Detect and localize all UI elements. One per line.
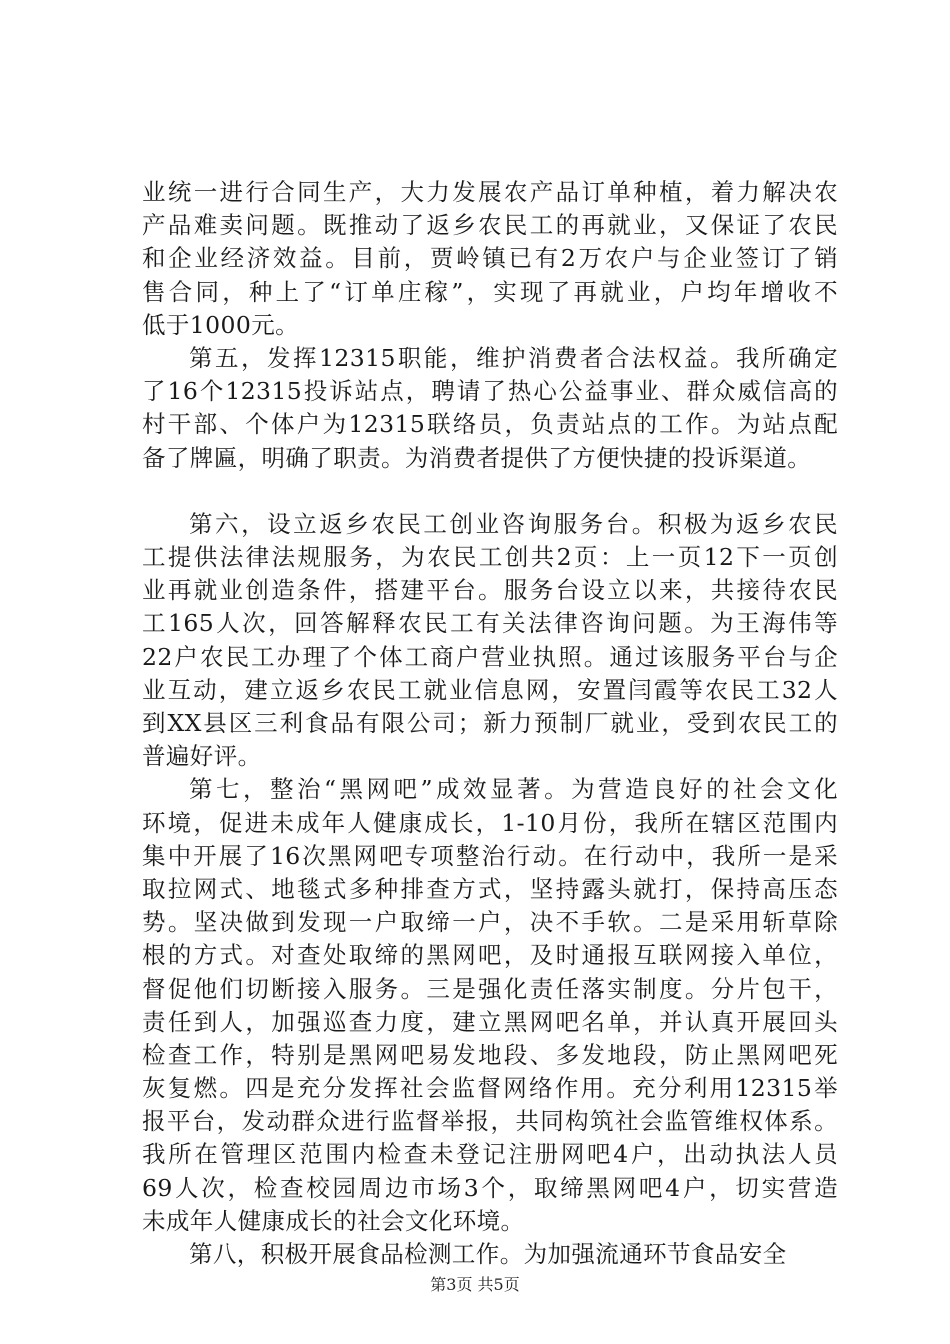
paragraph-start-line: 第五，发挥12315职能，维护消费者合法权益。我所确定 — [189, 343, 838, 372]
text-line: 责任到人，加强巡查力度，建立黑网吧名单，并认真开展回头 — [142, 1007, 838, 1036]
page-number-footer: 第3页 共5页 — [430, 1275, 520, 1294]
text-line: 报平台，发动群众进行监督举报，共同构筑社会监管维权体系。 — [142, 1107, 838, 1136]
text-line: 了16个12315投诉站点，聘请了热心公益事业、群众威信高的 — [142, 377, 838, 406]
document-body — [142, 176, 838, 1271]
text-line: 69人次，检查校园周边市场3个，取缔黑网吧4户，切实营造 — [142, 1173, 838, 1202]
text-line: 到XX县区三利食品有限公司；新力预制厂就业，受到农民工的 — [142, 709, 838, 737]
paragraph-start-line: 第七，整治“黑网吧”成效显著。为营造良好的社会文化 — [189, 775, 838, 804]
text-line: 业再就业创造条件，搭建平台。服务台设立以来，共接待农民 — [142, 576, 838, 605]
text-line: 集中开展了16次黑网吧专项整治行动。在行动中，我所一是采 — [142, 841, 838, 870]
text-line: 根的方式。对查处取缔的黑网吧，及时通报互联网接入单位， — [142, 941, 838, 970]
text-line: 取拉网式、地毯式多种排查方式，坚持露头就打，保持高压态 — [142, 874, 838, 903]
text-line: 未成年人健康成长的社会文化环境。 — [142, 1206, 525, 1235]
text-line: 产品难卖问题。既推动了返乡农民工的再就业，又保证了农民 — [142, 211, 838, 240]
text-line: 售合同，种上了“订单庄稼”，实现了再就业，户均年增收不 — [142, 277, 838, 306]
blank-line — [142, 475, 838, 508]
text-line: 工提供法律法规服务，为农民工创共2页：上一页12下一页创 — [142, 543, 838, 572]
text-line: 环境，促进未成年人健康成长，1-10月份，我所在辖区范围内 — [142, 808, 838, 837]
paragraph-start-line: 第八，积极开展食品检测工作。为加强流通环节食品安全 — [189, 1240, 787, 1268]
text-line: 和企业经济效益。目前，贾岭镇已有2万农户与企业签订了销 — [142, 244, 838, 273]
text-line: 业互动，建立返乡农民工就业信息网，安置闫霞等农民工32人 — [142, 675, 838, 704]
text-line: 普遍好评。 — [142, 742, 262, 771]
text-line: 督促他们切断接入服务。三是强化责任落实制度。分片包干， — [142, 974, 838, 1003]
text-line: 工165人次，回答解释农民工有关法律咨询问题。为王海伟等 — [142, 609, 838, 638]
text-line: 检查工作，特别是黑网吧易发地段、多发地段，防止黑网吧死 — [142, 1040, 838, 1069]
text-line: 备了牌匾，明确了职责。为消费者提供了方便快捷的投诉渠道。 — [142, 443, 812, 472]
text-line: 村干部、个体户为12315联络员，负责站点的工作。为站点配 — [142, 410, 838, 439]
text-line: 我所在管理区范围内检查未登记注册网吧4户，出动执法人员 — [142, 1140, 838, 1169]
text-line: 灰复燃。四是充分发挥社会监督网络作用。充分利用12315举 — [142, 1074, 838, 1103]
text-line: 势。坚决做到发现一户取缔一户，决不手软。二是采用斩草除 — [142, 908, 838, 937]
text-line: 低于1000元。 — [142, 310, 300, 339]
paragraph-start-line: 第六，设立返乡农民工创业咨询服务台。积极为返乡农民 — [189, 509, 838, 538]
text-line: 业统一进行合同生产，大力发展农产品订单种植，着力解决农 — [142, 178, 838, 206]
text-line: 22户农民工办理了个体工商户营业执照。通过该服务平台与企 — [142, 642, 838, 671]
